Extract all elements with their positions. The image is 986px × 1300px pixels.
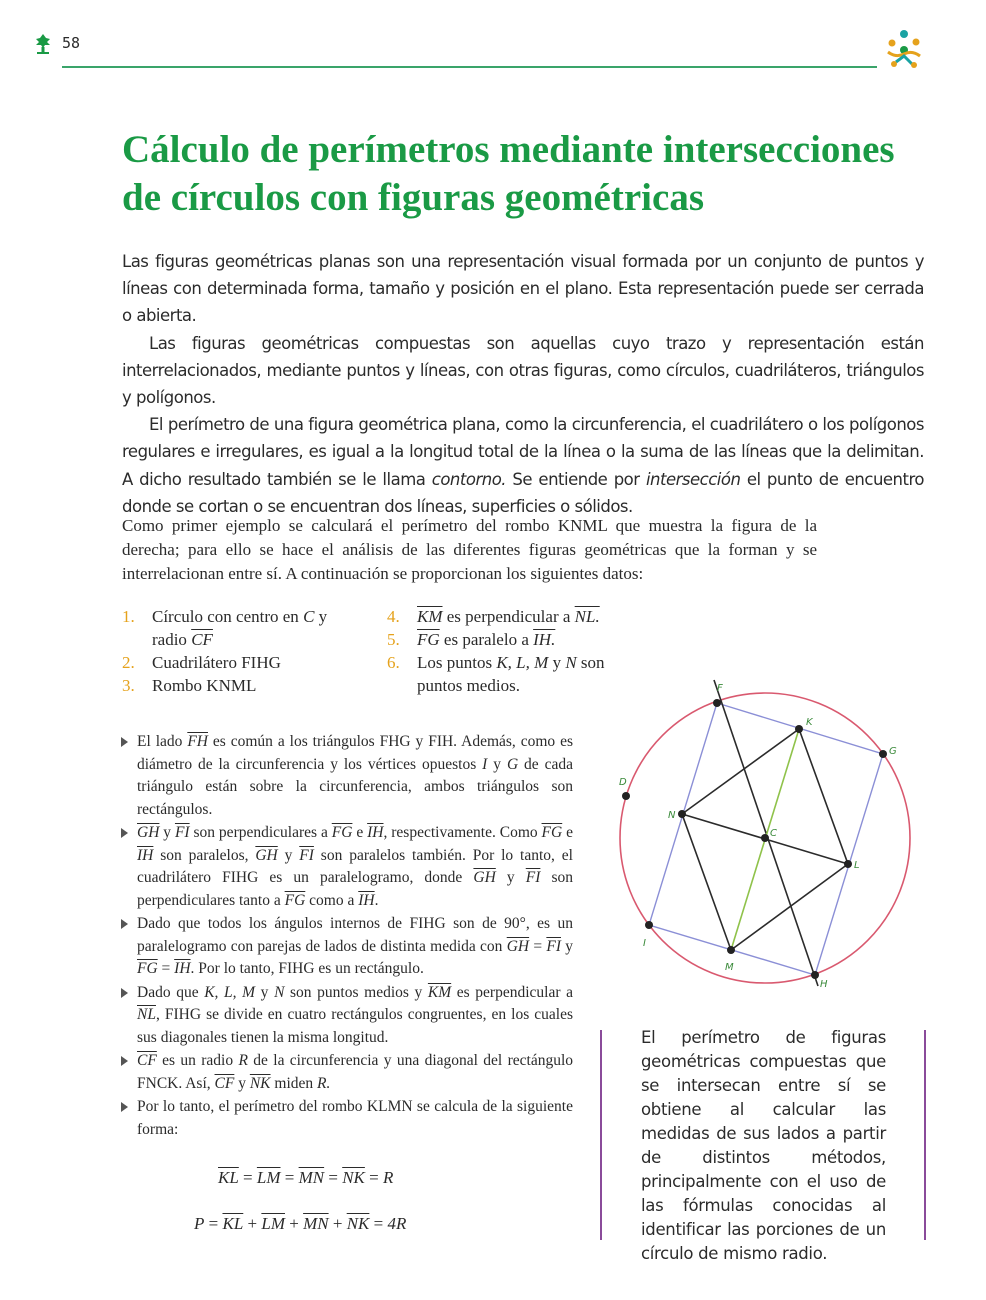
given-item: [122, 674, 372, 697]
point-n: [678, 810, 686, 818]
label-g: G: [889, 746, 897, 757]
label-n: N: [668, 810, 676, 821]
tree-icon: [33, 33, 53, 55]
bullet-arrow-icon: [121, 988, 128, 998]
bullet-arrow-icon: [121, 737, 128, 747]
page-number: 58: [62, 34, 81, 52]
sidebar-note: El perímetro de figuras geométricas compuestas que se intersecan entre sí se obtiene al calcular las medidas de sus lados a partir de distintos métodos, principalmente con el uso de las fórmulas conocidas al identificar las porciones de un círculo de mismo radio.: [641, 1028, 886, 1263]
label-k: K: [806, 717, 813, 728]
label-d: D: [619, 777, 627, 788]
segment-label: IH.: [533, 630, 556, 649]
point-h: [811, 971, 819, 979]
item-number: 1.: [122, 607, 135, 626]
given-item: [387, 651, 637, 674]
text-run: puntos medios.: [417, 676, 520, 695]
given-item: [387, 605, 637, 628]
bullet-arrow-icon: [121, 1056, 128, 1066]
given-item: [122, 628, 372, 651]
item-number: 5.: [387, 630, 400, 649]
item-number: 2.: [122, 653, 135, 672]
label-m: M: [725, 962, 734, 973]
math-logo-icon: [882, 28, 926, 70]
item-number: 6.: [387, 653, 400, 672]
intro-paragraph: Las figuras geométricas compuestas son aquellas cuyo trazo y representación están interrelacionados, mediante puntos y líneas, con otras figuras, como círculos, cuadriláteros, triángulos y polígonos.: [122, 333, 924, 408]
point-c: [761, 834, 769, 842]
segment-label: $\overline{CF}$: [191, 630, 213, 649]
header-rule: [62, 66, 877, 68]
given-list-right: [387, 605, 637, 697]
point-l: [844, 860, 852, 868]
bullet-arrow-icon: [121, 1102, 128, 1112]
bullet-arrow-icon: [121, 828, 128, 838]
label-f: F: [717, 683, 723, 694]
list-item: El lado $\overline{FH}$ es común a los triángulos FHG y FIH. Además, como es diámetro de la circunferencia y los vértices opuestos I y G de cada triángulo están sobre la circunferencia, ambos triángulos son rectángulos.: [118, 731, 573, 821]
text-run: son: [576, 653, 605, 672]
list-item: Dado que K, L, M y N son puntos medios y $\overline{KM}$ es perpendicular a $\overline{NL}$, FIHG se divide en cuatro rectángulos congruentes, en los cuales sus diagonales tienen la misma longitud.: [118, 982, 573, 1050]
list-item: Por lo tanto, el perímetro del rombo KLMN se calcula de la siguiente forma:: [118, 1096, 573, 1141]
label-i: I: [643, 938, 646, 949]
given-list-left: [122, 605, 372, 697]
point-label: C: [303, 607, 315, 626]
item-number: 4.: [387, 607, 400, 626]
point-g: [879, 750, 887, 758]
geometry-figure: [610, 676, 930, 996]
intro-paragraph: [122, 411, 924, 520]
page-title-line: Cálculo de perímetros mediante intersecciones: [122, 128, 895, 171]
point-f: [713, 699, 721, 707]
text-run: el punto de encuentro donde se cortan o se encuentran dos líneas, superficies o sólidos.: [122, 469, 925, 516]
diameter-fh: [714, 680, 818, 986]
emphasis-term: intersección: [645, 469, 741, 489]
segment-label: NL.: [574, 607, 600, 626]
text-run: Círculo con centro en: [152, 607, 304, 626]
list-item: $\overline{GH}$ y $\overline{FI}$ son perpendiculares a $\overline{FG}$ e $\overline{IH}$, respectivamente. Como $\overline{FG}$ e $\overline{IH}$ son paralelos, $\overline{GH}$ y $\overline{FI}$ son paralelos también. Por lo tanto, el cuadrilátero FIHG es un paralelogramo, donde $\overline{GH}$ y $\overline{FI}$ son perpendiculares tanto a $\overline{FG}$ como a $\overline{IH}$.: [118, 822, 573, 912]
reasoning-list: [118, 731, 573, 1142]
list-item: Dado que todos los ángulos internos de FIHG son de 90°, es un paralelogramo con parejas de lados de distinta medida con $\overline{GH} = \overline{FI}$ y $\overline{FG} = \overline{IH}$. Por lo tanto, FIHG es un rectángulo.: [118, 913, 573, 981]
bullet-arrow-icon: [121, 919, 128, 929]
label-l: L: [854, 860, 860, 871]
text-run: El perímetro de una figura geométrica plana, como la circunferencia, el cuadrilátero o los polígonos regulares e irregulares, es igual a la longitud total de la línea o la suma de las líneas que la delimitan. A dicho resultado también se le llama: [122, 415, 924, 489]
segment-label: $\overline{FG}$: [417, 630, 440, 649]
text-run: radio: [152, 630, 192, 649]
point-k: [795, 725, 803, 733]
point-d: [622, 792, 630, 800]
page-title: [122, 126, 942, 222]
given-item: [387, 628, 637, 651]
page-title-line: de círculos con figuras geométricas: [122, 176, 704, 219]
text-run: es paralelo a: [439, 630, 534, 649]
point-i: [645, 921, 653, 929]
sidebar-rule: [924, 1030, 926, 1240]
label-h: H: [820, 979, 828, 990]
given-item: [122, 605, 372, 628]
text-run: Se entiende por: [506, 469, 646, 489]
text-run: Los puntos: [417, 653, 497, 672]
point-m: [727, 946, 735, 954]
sidebar-rule: [600, 1030, 602, 1240]
formula-sides: $\overline{KL} = \overline{LM} = \overline{MN} = \overline{NK} = R$: [218, 1168, 394, 1187]
formula-perimeter: $P = \overline{KL} + \overline{LM} + \overline{MN} + \overline{NK} = 4R$: [194, 1214, 407, 1233]
point-label: K, L, M: [496, 653, 549, 672]
text-run: Rombo KNML: [152, 676, 257, 695]
intro-text: [122, 248, 924, 520]
item-number: 3.: [122, 676, 135, 695]
emphasis-term: contorno.: [431, 469, 507, 489]
text-run: es perpendicular a: [442, 607, 575, 626]
intro-paragraph: Las figuras geométricas planas son una representación visual formada por un conjunto de puntos y líneas con determinada forma, tamaño y posición en el plano. Esta representación puede ser cerrada o abierta.: [122, 252, 924, 326]
segment-label: $\overline{KM}$: [417, 607, 443, 626]
text-run: y: [548, 653, 566, 672]
point-label: N: [565, 653, 577, 672]
label-c: C: [770, 828, 777, 839]
given-item: [387, 674, 637, 697]
list-item: $\overline{CF}$ es un radio R de la circunferencia y una diagonal del rectángulo FNCK. Así, $\overline{CF}$ y $\overline{NK}$ miden R.: [118, 1050, 573, 1095]
given-item: [122, 651, 372, 674]
text-run: Cuadrilátero FIHG: [152, 653, 281, 672]
text-run: y: [314, 607, 328, 626]
example-paragraph: Como primer ejemplo se calculará el perímetro del rombo KNML que muestra la figura de la derecha; para ello se hace el análisis de las diferentes figuras geométricas que la forman y se interrelacionan entre sí. A continuación se proporcionan los siguientes datos:: [122, 516, 817, 583]
